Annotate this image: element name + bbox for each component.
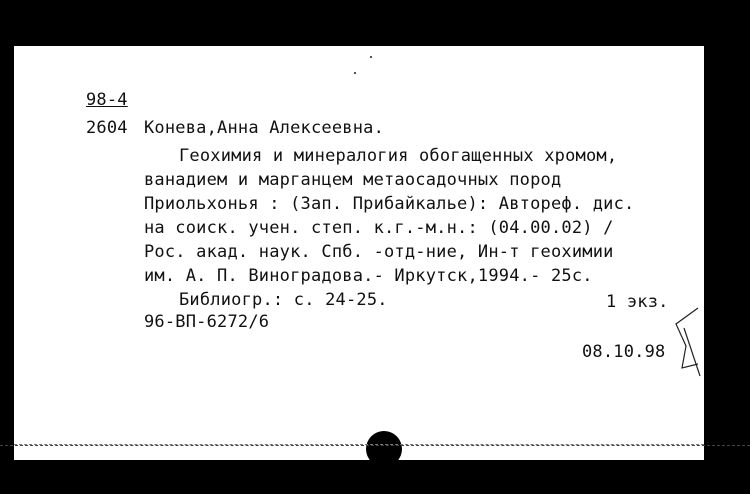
date-stamp: 08.10.98 (582, 342, 666, 362)
body-line-5: Рос. акад. наук. Спб. -отд-ние, Ин-т геохимии (144, 242, 614, 262)
shelfmark: 98-4 (86, 90, 128, 110)
body-line-4: на соиск. учен. степ. к.г.-м.н.: (04.00.02) / (144, 218, 614, 238)
body-line-6: им. А. П. Виноградова.- Иркутск,1994.- 25с. (144, 266, 593, 286)
body-line-2: ванадием и марганцем метаосадочных пород (144, 170, 562, 190)
body-line-3: Приольхонья : (Зап. Прибайкалье): Автореф. дис. (144, 194, 635, 214)
copies-count: 1 экз. (606, 292, 669, 312)
handwritten-mark (14, 46, 704, 460)
bibliography-note: Библиогр.: с. 24-25. (179, 290, 388, 310)
scan-edge-line (0, 445, 750, 446)
speck (370, 56, 372, 58)
speck (354, 72, 356, 74)
catalog-card (14, 46, 704, 460)
body-line-1: Геохимия и минералогия обогащенных хромом, (179, 146, 618, 166)
accession-code: 96-ВП-6272/6 (144, 312, 270, 332)
entry-number: 2604 (86, 118, 128, 138)
punch-hole (366, 431, 402, 467)
author: Конева,Анна Алексеевна. (144, 118, 385, 138)
